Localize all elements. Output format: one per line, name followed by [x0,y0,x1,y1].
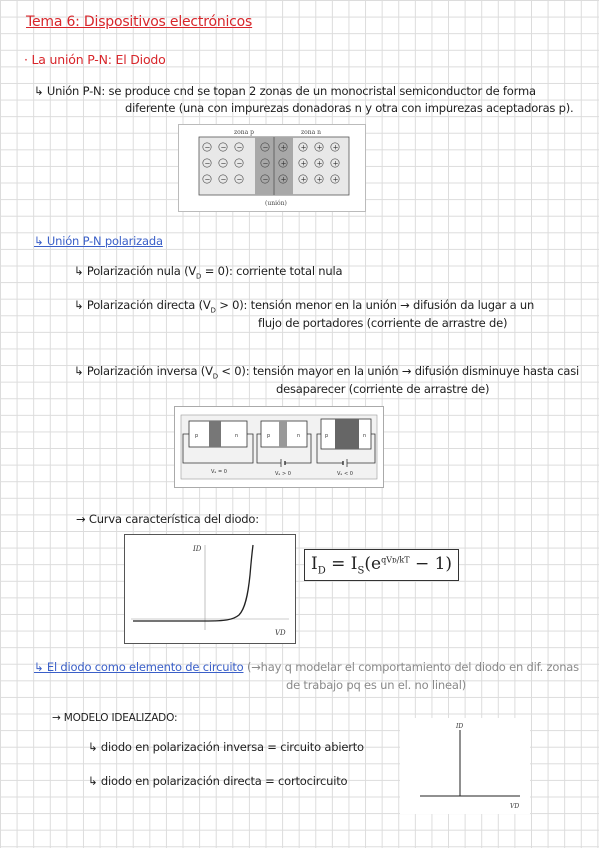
svg-text:n: n [363,433,367,439]
label-zero-bias: Vₐ = 0 [211,469,227,475]
inverse-polarization-line2: desaparecer (corriente de arrastre de) [276,382,490,396]
bias-circuits-diagram [175,407,383,487]
characteristic-curve-figure [124,534,296,644]
union-pn-text1: Unión P-N: se produce cnd se topan 2 zonas de un monocristal semiconductor de forma [46,84,536,98]
union-pn-line2: diferente (una con impurezas donadoras n y otra con impurezas aceptadoras p). [125,101,574,115]
svg-text:+: + [280,143,287,152]
svg-text:p: p [325,433,329,439]
svg-text:+: + [316,159,323,168]
inverse-polarization-line1: ↳ Polarización inversa $(V_D < 0)$: tensión mayor en la unión → difusión disminuye hasta casi [74,364,579,381]
svg-text:−: − [204,159,211,168]
bias-circuits-figure [174,406,384,488]
svg-text:−: − [262,175,269,184]
pn-junction-figure [178,124,366,212]
svg-text:n: n [235,433,239,439]
svg-text:+: + [280,175,287,184]
arrow-icon: ↳ [34,84,44,98]
svg-text:+: + [280,159,287,168]
svg-text:−: − [220,159,227,168]
svg-text:+: + [332,175,339,184]
svg-text:−: − [236,175,243,184]
svg-text:−: − [236,159,243,168]
svg-text:−: − [220,143,227,152]
svg-text:+: + [300,143,307,152]
ideal-model-heading: → MODELO IDEALIZADO: [52,712,178,724]
circuit-element-line1 [34,660,579,674]
ideal-curve-figure [400,718,530,814]
svg-text:p: p [267,433,271,439]
svg-text:−: − [220,175,227,184]
curve-x-label: VD [275,629,286,637]
page-title: Tema 6: Dispositivos electrónicos [26,14,253,30]
diode-equation: $I_D = I_S(e^{qVᴅ/kT} - 1)$ [304,549,459,581]
direct-polarization-line1: ↳ Polarización directa $(V_D > 0)$: tensión menor en la unión → difusión da lugar a un [74,298,535,315]
circuit-element-note1: (→hay q modelar el comportamiento del diodo en dif. zonas [246,660,579,674]
ideal-direct-line: ↳ diodo en polarización directa = cortocircuito [88,774,348,788]
svg-text:−: − [204,143,211,152]
label-reverse-bias: Vₐ < 0 [337,471,353,477]
circuit-element-heading: ↳ El diodo como elemento de circuito [34,660,244,674]
polarized-heading: ↳ Unión P-N polarizada [34,234,163,248]
svg-text:−: − [262,159,269,168]
ideal-curve-plot [400,718,530,814]
direct-polarization-line2: flujo de portadores (corriente de arrastre de) [258,316,508,330]
svg-text:−: − [236,143,243,152]
section-heading-text: · La unión P-N: El Diodo [24,52,166,67]
svg-text:+: + [316,143,323,152]
ideal-x-label: VD [510,803,520,810]
junction-caption: (unión) [265,200,287,207]
zone-p-label: zona p [234,129,254,136]
svg-text:+: + [332,143,339,152]
svg-text:+: + [300,175,307,184]
ideal-inverse-line: ↳ diodo en polarización inversa = circuito abierto [88,740,364,754]
svg-text:+: + [316,175,323,184]
curve-heading: → Curva característica del diodo: [76,512,259,526]
zone-n-label: zona n [301,129,321,136]
section-heading-diode [24,52,166,67]
svg-text:−: − [262,143,269,152]
svg-text:+: + [300,159,307,168]
label-forward-bias: Vₐ > 0 [275,471,291,477]
svg-text:−: − [204,175,211,184]
circuit-element-note2: de trabajo pq es un el. no lineal) [286,678,467,692]
svg-text:n: n [297,433,301,439]
null-polarization: ↳ Polarización nula $(V_D = 0)$: corriente total nula [74,264,343,281]
pn-junction-diagram [179,125,365,211]
svg-text:p: p [195,433,199,439]
union-pn-line1 [34,84,536,98]
characteristic-curve-plot [125,535,295,643]
svg-text:+: + [332,159,339,168]
ideal-y-label: ID [456,723,464,730]
curve-y-label: ID [193,545,202,553]
